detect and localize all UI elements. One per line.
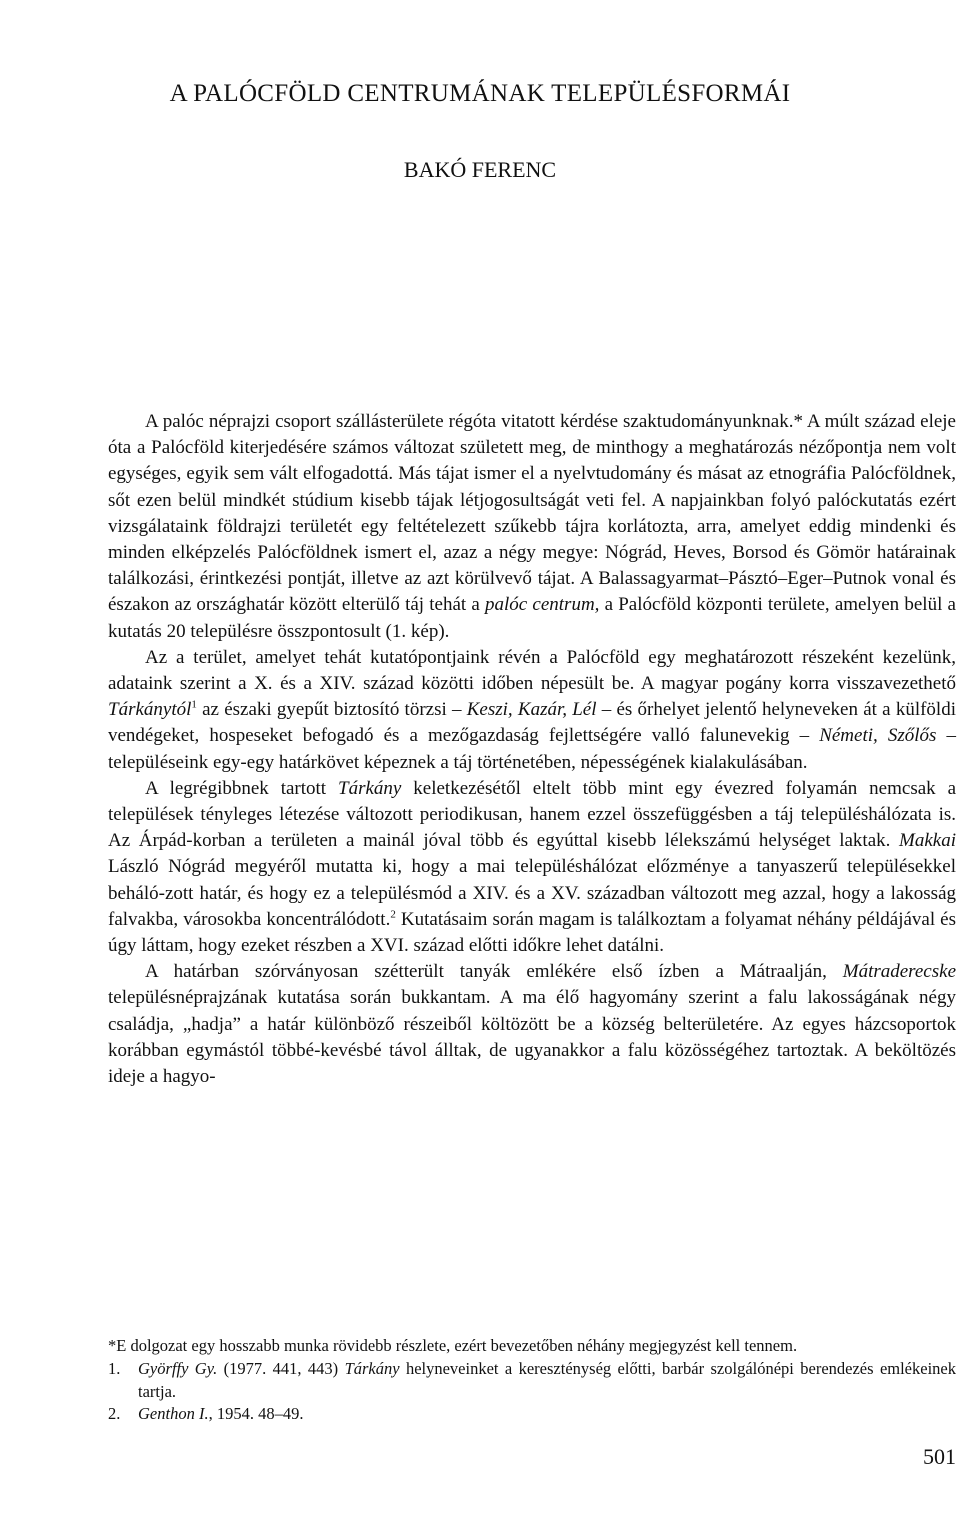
footnote-ref: 1 [191, 698, 197, 711]
text-run: – és őrhelyet jelentő helyneveken át a külföldi vendégeket, hospeseket befogadó és a mezőgazdaság fejlettségére valló falunevekig – [108, 699, 956, 747]
paragraph-1 [108, 409, 956, 645]
text-run: Kutatásaim során magam is találkoztam a folyamat néhány példájával és úgy láttam, hogy ezeket részben a XVI. század előtti időkre lehet datálni. [108, 908, 956, 957]
footnote-2-body [138, 1403, 956, 1426]
text-run: A palóc néprajzi csoport szállásterülete régóta vitatott kérdése szaktudományunknak.* A múlt század eleje óta a Palócföld kiterjedésére számos változat született meg, de minthogy a meghatározás nézőpontja nem volt egységes, egyik sem vált elfogadottá. Más tájat ismer el a nyelvtudomány és másat az etnográfia Palócföldnek, sőt ezen belül mindkét stúdium kisebb tájak létjogosultságát veti fel. A napjainkban folyó palóckutatás ezért vizsgálataink földrajzi területét egy feltételezett szűkebb tájra korlátozta, arra, amelyet eddig mindenki és minden elképzelés Palócföldnek ismert el, azaz a négy megye: Nógrád, Heves, Borsod és Gömör határainak találkozási, érintkezési pontját, illetve az azt körülvevő tájat. A Balassagyarmat–Pásztó–Eger–Putnok vonal és északon az országhatár között elterülő táj tehát a [108, 411, 956, 616]
footnote-2-author: Genthon I. [138, 1404, 209, 1424]
text-run: településnéprajzának kutatása során bukkantam. A ma élő hagyomány szerint a falu lakosságának négy családja, „hadja” a határ különböző részeiből költözött be a község belterületére. Az egyes házcsoportok korábban egymástól többé-kevésbé távol álltak, de ugyanakkor a falu közösségéhez tartoztak. A beköltözés ideje a hagyo- [108, 987, 956, 1088]
page-number: 501 [923, 1444, 956, 1469]
italic-run: palóc centrum, [485, 594, 600, 616]
italic-run: Keszi, Kazár, Lél [466, 699, 597, 721]
footnote-2-citation: , 1954. 48–49. [208, 1404, 304, 1424]
paragraph-2 [108, 645, 956, 776]
text-run: A határban szórványosan szétterült tanyák emlékére első ízben a Mátraalján, [145, 961, 843, 983]
italic-run: Németi, Szőlős [819, 725, 937, 747]
text-run: az északi gyepűt biztosító törzsi – [196, 699, 467, 721]
italic-run: Tárkány [338, 777, 402, 799]
text-run: A legrégibbnek tartott [145, 777, 339, 799]
article-title: A PALÓCFÖLD CENTRUMÁNAK TELEPÜLÉSFORMÁI [169, 80, 791, 107]
italic-run: Makkai [899, 830, 956, 852]
footnote-star [108, 1335, 956, 1358]
paragraph-4 [108, 959, 956, 1090]
footnote-1-number: 1. [108, 1358, 121, 1378]
footnote-1-citation: (1977. 441, 443) [217, 1358, 345, 1378]
text-run: keletkezésétől eltelt több mint egy évezred folyamán nemcsak a települések tényleges létezése változott periodikusan, hanem ezzel összefüggésben a táj településhálózata is. Az Árpád-korban a területen a mainál jóval több és egyúttal kisebb lélekszámú helységet laktak. [108, 777, 957, 852]
article-author: BAKÓ FERENC [403, 157, 557, 182]
italic-run: Mátraderecske [842, 961, 956, 983]
text-run: László Nógrád megyéről mutatta ki, hogy a mai településhálózat előzménye a tanyaszerű településekkel beháló-zott határ, és hogy ez a településmód a XIV. és a XV. században változott meg azzal, hogy a lakosság falvakba, városokba koncentrálódott. [108, 856, 956, 930]
footnote-1-text: helyneveinket a kereszténység előtti, barbár szolgálónépi berendezés emlékeinek tartja. [138, 1358, 956, 1401]
footnote-2-number: 2. [108, 1404, 121, 1424]
footnote-1-work: Tárkány [344, 1358, 400, 1378]
footnote-star-mark: * [108, 1336, 117, 1355]
text-run: Az a terület, amelyet tehát kutatópontjaink révén a Palócföld egy meghatározott részeként kezelünk, adataink szerint a X. és a XIV. század közötti időben népesült be. A magyar pogány korra visszavezethető [108, 646, 956, 695]
footnotes [108, 1335, 956, 1426]
footnote-ref: 2 [390, 908, 396, 921]
article-body [108, 409, 956, 1090]
text-run: – településeink egy-egy határkövet képeznek a táj történetében, népességének kialakulásában. [108, 725, 957, 773]
paragraph-3 [108, 776, 956, 959]
footnote-star-text: E dolgozat egy hosszabb munka rövidebb részlete, ezért bevezetőben néhány megjegyzést kell tennem. [116, 1336, 798, 1355]
italic-run: Tárkánytól [108, 699, 192, 721]
footnote-2 [108, 1403, 956, 1426]
footnote-1 [108, 1358, 956, 1404]
footnote-1-body [138, 1358, 956, 1404]
footnote-1-author: Györffy Gy. [138, 1358, 218, 1378]
text-run: a Palócföld központi területe, amelyen belül a kutatás 20 településre összpontosult (1. kép). [108, 594, 956, 642]
